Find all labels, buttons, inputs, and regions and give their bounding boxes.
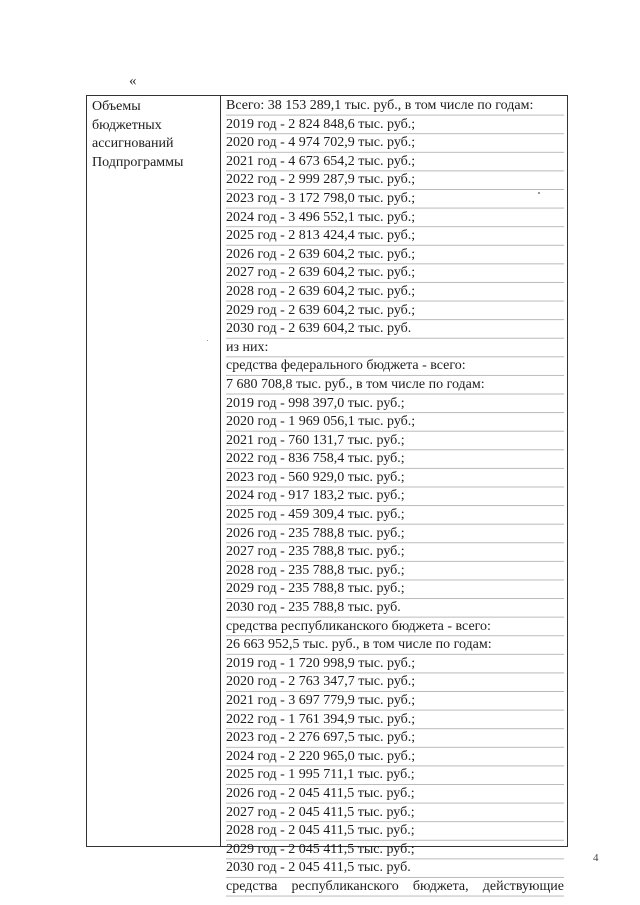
scan-speck	[207, 340, 208, 341]
label-line: бюджетных	[92, 117, 162, 133]
year-line: 2021 год - 3 697 779,9 тыс. руб.;	[226, 693, 416, 708]
year-line: 2023 год - 3 172 798,0 тыс. руб.;	[226, 190, 416, 206]
column-divider	[220, 96, 221, 846]
federal-budget-total: 7 680 708,8 тыс. руб., в том числе по годам:	[226, 376, 485, 392]
year-line: 2029 год - 2 639 604,2 тыс. руб.;	[226, 302, 416, 318]
year-line: 2027 год - 235 788,8 тыс. руб.;	[226, 544, 405, 560]
year-line: 2028 год - 2 045 411,5 тыс. руб.;	[226, 823, 415, 839]
year-line: 2023 год - 2 276 697,5 тыс. руб.;	[226, 730, 416, 746]
year-line: 2019 год - 2 824 848,6 тыс. руб.;	[226, 116, 416, 132]
row-label	[92, 98, 216, 172]
year-line: 2026 год - 2 639 604,2 тыс. руб.;	[226, 246, 416, 262]
year-line: 2022 год - 1 761 394,9 тыс. руб.;	[226, 711, 416, 727]
opening-quote: «	[129, 73, 137, 89]
row-content	[226, 97, 564, 897]
year-line: 2024 год - 2 220 965,0 тыс. руб.;	[226, 748, 416, 764]
year-line: 2019 год - 1 720 998,9 тыс. руб.;	[226, 655, 416, 671]
year-line: 2030 год - 2 045 411,5 тыс. руб.	[226, 860, 411, 876]
budget-table	[86, 95, 568, 894]
year-line: 2022 год - 836 758,4 тыс. руб.;	[226, 451, 405, 467]
label-line: Подпрограммы	[92, 154, 184, 170]
year-line: 2019 год - 998 397,0 тыс. руб.;	[226, 395, 405, 411]
year-line: 2022 год - 2 999 287,9 тыс. руб.;	[226, 172, 416, 188]
year-line: 2024 год - 3 496 552,1 тыс. руб.;	[226, 209, 416, 225]
year-line: 2020 год - 1 969 056,1 тыс. руб.;	[226, 414, 416, 430]
year-line: 2021 год - 4 673 654,2 тыс. руб.;	[226, 153, 416, 169]
year-line: 2025 год - 2 813 424,4 тыс. руб.;	[226, 228, 416, 244]
year-line: 2029 год - 2 045 411,5 тыс. руб.;	[226, 841, 415, 857]
year-line: 2027 год - 2 045 411,5 тыс. руб.;	[226, 804, 415, 820]
label-line: Объемы	[92, 99, 141, 114]
year-line: 2030 год - 2 639 604,2 тыс. руб.	[226, 321, 412, 337]
year-line: 2025 год - 459 309,4 тыс. руб.;	[226, 507, 405, 523]
year-line: 2025 год - 1 995 711,1 тыс. руб.;	[226, 767, 415, 783]
republic-budget-total: 26 663 952,5 тыс. руб., в том числе по годам:	[226, 637, 492, 653]
year-line: 2024 год - 917 183,2 тыс. руб.;	[226, 488, 405, 504]
year-line: 2030 год - 235 788,8 тыс. руб.	[226, 600, 401, 616]
year-line: 2020 год - 2 763 347,7 тыс. руб.;	[226, 674, 416, 690]
year-line: 2028 год - 235 788,8 тыс. руб.;	[226, 562, 405, 578]
scan-speck	[538, 192, 540, 194]
year-line: 2026 год - 235 788,8 тыс. руб.;	[226, 525, 405, 541]
federal-budget-heading: средства федерального бюджета - всего:	[226, 358, 466, 374]
page-number: 4	[593, 852, 599, 864]
year-line: 2029 год - 235 788,8 тыс. руб.;	[226, 581, 405, 597]
year-line: 2027 год - 2 639 604,2 тыс. руб.;	[226, 265, 416, 281]
label-line: ассигнований	[92, 136, 174, 152]
year-line: 2028 год - 2 639 604,2 тыс. руб.;	[226, 283, 416, 299]
year-line: 2021 год - 760 131,7 тыс. руб.;	[226, 432, 405, 448]
continuation-line: средства республиканского бюджета, действующие	[226, 878, 564, 894]
year-line: 2026 год - 2 045 411,5 тыс. руб.;	[226, 785, 415, 801]
republic-budget-heading: средства республиканского бюджета - всего:	[226, 618, 491, 634]
year-line: 2023 год - 560 929,0 тыс. руб.;	[226, 469, 405, 485]
year-line: 2020 год - 4 974 702,9 тыс. руб.;	[226, 135, 416, 151]
total-line: Всего: 38 153 289,1 тыс. руб., в том числе по годам:	[226, 98, 534, 113]
subheading-line: из них:	[226, 339, 269, 355]
